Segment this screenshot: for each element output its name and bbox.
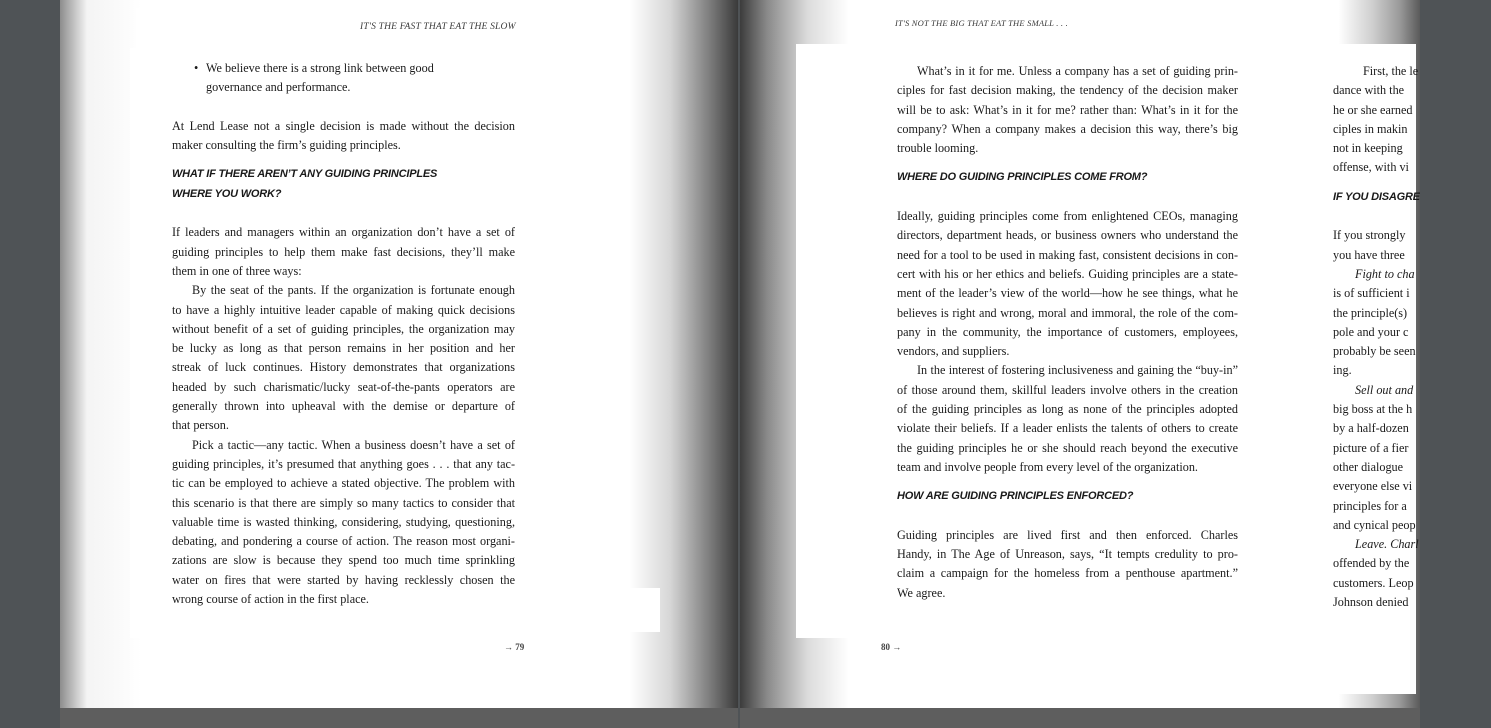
text-line: ment of the leader’s view of the world—how he see things, what he <box>897 286 1238 301</box>
edge-line: principles for a <box>1333 498 1407 513</box>
left-page-text <box>172 59 515 609</box>
text-line: will be to ask: What’s in it for me? rather than: What’s in it for the <box>897 102 1238 117</box>
text-line: We agree. <box>897 585 946 600</box>
text-line: believes is right and wrong, moral and immoral, the role of the com- <box>897 305 1238 320</box>
text-line: pany in the community, the importance of customers, employees, <box>897 324 1238 339</box>
edge-line: Sell out and <box>1355 382 1414 397</box>
text-line: ciples for fast decision making, the tendency of the decision maker <box>897 83 1238 98</box>
edge-line: pole and your c <box>1333 324 1409 339</box>
right-page-scan <box>740 0 1420 728</box>
left-running-head: IT'S THE FAST THAT EAT THE SLOW <box>360 22 516 32</box>
bullet-item <box>172 59 515 98</box>
text-line: generally thrown into upheaval with the demise or departure of <box>172 399 515 414</box>
text-line: vendors, and suppliers. <box>897 344 1010 359</box>
edge-line: he or she earned <box>1333 102 1413 117</box>
bullet-line: governance and performance. <box>206 80 351 95</box>
edge-line: ing. <box>1333 363 1352 378</box>
edge-line: probably be seen <box>1333 344 1416 359</box>
paragraph-lend-lease <box>172 117 515 156</box>
edge-line: by a half-dozen <box>1333 421 1409 436</box>
text-line: guiding principles to help them make fast decisions, they’ll make <box>172 244 515 259</box>
bullet-line: We believe there is a strong link between good <box>206 61 434 75</box>
edge-line: First, the le <box>1363 64 1419 78</box>
edge-line: is of sufficient i <box>1333 286 1410 301</box>
text-line: streak of luck continues. History demonstrates that organizations <box>172 360 515 375</box>
edge-line: other dialogue <box>1333 459 1404 474</box>
edge-line: you have three <box>1333 247 1405 262</box>
paragraph-ideally <box>897 207 1238 361</box>
paragraph-intro <box>172 223 515 281</box>
right-page-text <box>897 62 1238 603</box>
text-line: violate their beliefs. If a leader enlists the talents of others to create <box>897 421 1238 436</box>
text-line: cert with his or her ethics and beliefs. Guiding principles are a state- <box>897 266 1238 281</box>
text-line: Guiding principles are lived first and then enforced. Charles <box>897 527 1238 542</box>
edge-line: the principle(s) <box>1333 305 1408 320</box>
section-heading-come-from: WHERE DO GUIDING PRINCIPLES COME FROM? <box>897 171 1148 184</box>
edge-line: offended by the <box>1333 556 1410 571</box>
section-heading-enforced: HOW ARE GUIDING PRINCIPLES ENFORCED? <box>897 490 1134 503</box>
text-line: Handy, in The Age of Unreason, says, “It tempts credulity to pro- <box>897 547 1238 562</box>
edge-line: offense, with vi <box>1333 160 1409 175</box>
text-line: of the guiding principles as long as none of the principles adopted <box>897 402 1238 417</box>
text-line: By the seat of the pants. If the organization is fortunate enough <box>192 283 515 298</box>
text-line: need for a tool to be used in making fast, consistent decisions in con- <box>897 247 1238 262</box>
text-line: zations are slow is because they spend too much time sprinkling <box>172 553 515 568</box>
page-patch <box>600 588 660 632</box>
edge-line: and cynical peop <box>1333 517 1416 532</box>
text-line: without benefit of a set of guiding principles, the organization may <box>172 321 515 336</box>
edge-line: customers. Leop <box>1333 575 1414 590</box>
text-line: wrong course of action in the first place. <box>172 592 369 607</box>
left-folio: → 79 <box>504 642 525 652</box>
text-line: this scenario is that there are simply so many tactics to consider that <box>172 495 515 510</box>
edge-line: not in keeping <box>1333 141 1403 156</box>
text-line: directors, department heads, or business owners who understand the <box>897 228 1238 243</box>
text-line: claim a campaign for the homeless from a penthouse apartment.” <box>897 566 1238 581</box>
edge-page-text <box>1333 62 1420 612</box>
text-line: Pick a tactic—any tactic. When a business doesn’t have a set of <box>192 437 515 452</box>
text-line: trouble looming. <box>897 141 979 156</box>
paragraph-interest <box>897 361 1238 477</box>
edge-line: picture of a fier <box>1333 440 1409 455</box>
text-line: of those around them, skillful leaders involve others in the creation <box>897 382 1238 397</box>
text-line: debating, and pondering a course of action. The reason most organi- <box>172 534 515 549</box>
right-folio: 80 → <box>881 642 902 652</box>
text-line: maker consulting the firm’s guiding principles. <box>172 138 401 153</box>
edge-line: everyone else vi <box>1333 479 1413 494</box>
scan-bed-shadow <box>60 708 738 728</box>
paragraph-whats-in-it <box>897 62 1238 158</box>
edge-line: Fight to cha <box>1355 266 1415 281</box>
paragraph-pick-a-tactic <box>172 436 515 610</box>
section-heading-no-principles <box>172 165 515 204</box>
text-line: guiding principles, it’s presumed that anything goes . . . that any tac- <box>172 456 515 471</box>
paragraph-enforced <box>897 526 1238 603</box>
edge-line: If you strongly <box>1333 228 1406 243</box>
heading-line: WHAT IF THERE AREN’T ANY GUIDING PRINCIPLES <box>172 168 438 181</box>
text-line: At Lend Lease not a single decision is made without the decision <box>172 118 515 133</box>
bullet-icon: • <box>194 61 199 75</box>
text-line: headed by such charismatic/lucky seat-of-the-pants operators are <box>172 379 515 394</box>
edge-section-heading: IF YOU DISAGRE <box>1333 190 1420 203</box>
text-line: company? When a company makes a decision this way, there’s big <box>897 121 1238 136</box>
left-page-scan <box>60 0 738 728</box>
text-line: water on fires that were started by having recklessly chosen the <box>172 572 515 587</box>
text-line: team and involve people from every level of the organization. <box>897 459 1198 474</box>
text-line: In the interest of fostering inclusiveness and gaining the “buy-in” <box>917 363 1238 378</box>
right-running-head: IT'S NOT THE BIG THAT EAT THE SMALL . . . <box>895 18 1068 28</box>
text-line: be lucky as long as that person remains in her position and her <box>172 341 515 356</box>
text-line: the guiding principles he or she should reach beyond the executive <box>897 440 1238 455</box>
text-line: What’s in it for me. Unless a company has a set of guiding prin- <box>917 64 1238 78</box>
text-line: to have a highly intuitive leader capable of making quick decisions <box>172 302 515 317</box>
text-line: valuable time is wasted thinking, considering, studying, questioning, <box>172 514 515 529</box>
text-line: tic can be employed to achieve a stated objective. The problem with <box>172 476 515 491</box>
paragraph-seat-of-pants <box>172 281 515 435</box>
heading-line: WHERE YOU WORK? <box>172 187 282 200</box>
text-line: that person. <box>172 418 229 433</box>
text-line: If leaders and managers within an organization don’t have a set of <box>172 225 515 240</box>
edge-line: Leave. Charl <box>1355 537 1419 552</box>
edge-line: Johnson denied <box>1333 595 1409 610</box>
edge-line: ciples in makin <box>1333 121 1408 136</box>
text-line: them in one of three ways: <box>172 263 302 278</box>
edge-line: big boss at the h <box>1333 402 1413 417</box>
edge-line: dance with the <box>1333 83 1405 98</box>
scan-bed-shadow <box>740 708 1420 728</box>
text-line: Ideally, guiding principles come from enlightened CEOs, managing <box>897 209 1238 224</box>
